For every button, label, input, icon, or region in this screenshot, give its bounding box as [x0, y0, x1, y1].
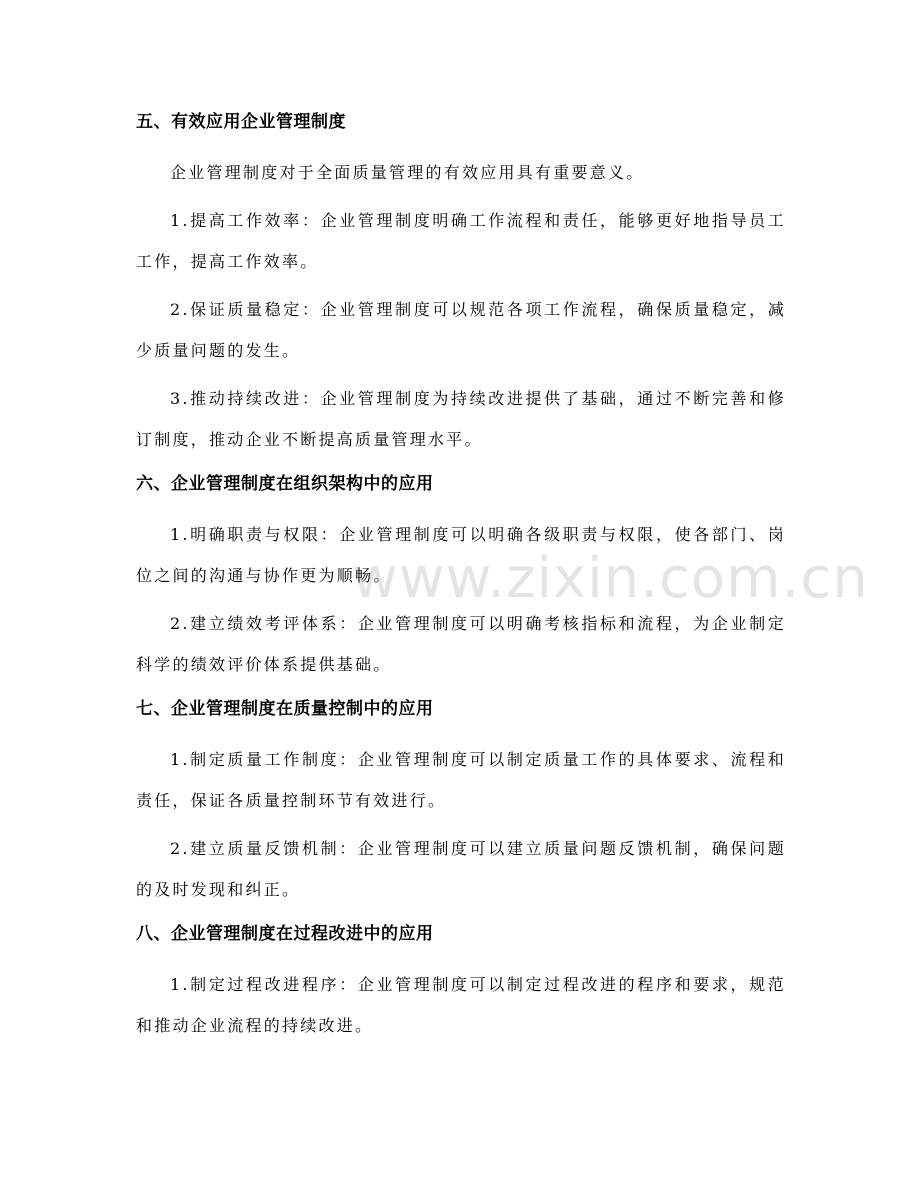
section-heading: 七、企业管理制度在质量控制中的应用	[136, 699, 434, 719]
section-heading: 八、企业管理制度在过程改进中的应用	[136, 924, 434, 944]
document-body	[136, 105, 786, 1053]
paragraph: 1.制定质量工作制度：企业管理制度可以制定质量工作的具体要求、流程和责任，保证各质量控制环节有效进行。	[136, 750, 786, 810]
paragraph: 2.建立绩效考评体系：企业管理制度可以明确考核指标和流程，为企业制定科学的绩效评价体系提供基础。	[136, 614, 786, 674]
section-heading: 六、企业管理制度在组织架构中的应用	[136, 474, 434, 494]
paragraph: 1.提高工作效率：企业管理制度明确工作流程和责任，能够更好地指导员工工作，提高工作效率。	[136, 211, 786, 271]
paragraph: 3.推动持续改进：企业管理制度为持续改进提供了基础，通过不断完善和修订制度，推动企业不断提高质量管理水平。	[136, 389, 786, 449]
section-heading: 五、有效应用企业管理制度	[136, 112, 346, 132]
paragraph: 企业管理制度对于全面质量管理的有效应用具有重要意义。	[170, 163, 645, 182]
watermark: www.zixin.com.cn	[352, 546, 869, 611]
paragraph: 2.建立质量反馈机制：企业管理制度可以建立质量问题反馈机制，确保问题的及时发现和纠正。	[136, 839, 786, 899]
paragraph: 1.明确职责与权限：企业管理制度可以明确各级职责与权限，使各部门、岗位之间的沟通与协作更为顺畅。	[136, 525, 786, 585]
paragraph: 1.制定过程改进程序：企业管理制度可以制定过程改进的程序和要求，规范和推动企业流程的持续改进。	[136, 975, 786, 1035]
paragraph: 2.保证质量稳定：企业管理制度可以规范各项工作流程，确保质量稳定，减少质量问题的发生。	[136, 300, 786, 360]
